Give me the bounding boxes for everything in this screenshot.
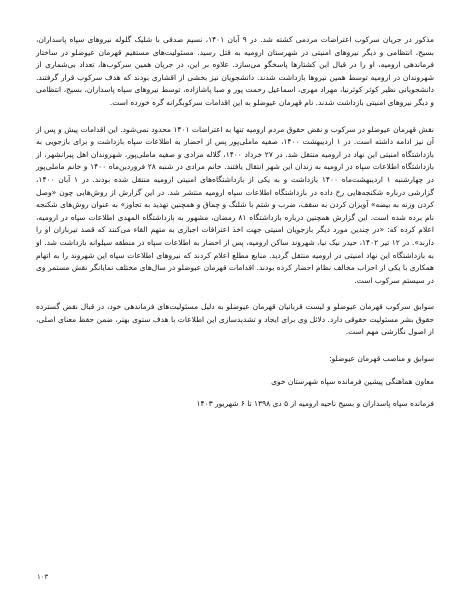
paragraph-1: مذکور در جریان سرکوب اعتراضات مردمی کشته شد. در ۹ آبان ۱۴۰۱، نسیم صدقی با شلیک گلوله نیروهای سپاه پاسداران، بسیج، انتظامی و دیگر نیروهای امنیتی در شهرستان ارومیه به قتل رسید. مسئولیت‌های مستقیم قهرمان عیوضلو در ساختار فرماندهی ارومیه، او را در قبال این کشتارها پاسخگو می‌سازد. علاوه بر این، در جریان همین سرکوب‌ها، تعداد بی‌شماری از شهروندان در ارومیه توسط همین نیروها بازداشت شدند. دانشجویان نیز بخشی از اقشاری بودند که هدف سرکوب قرار گرفتند. دانشجویانی نظیر کوثر کوثرنیا، مهراد مهری، اسماعیل رحمت پور و صبا پاشازاده، توسط نیروهای سپاه پاسداران، بسیج، انتظامی و دیگر نیروهای امنیتی بازداشت شدند. نام قهرمان عیوضلو به این اقدامات سرکوبگرانه گره خورده است. — [36, 35, 435, 107]
list-item: معاون هماهنگی پیشین فرمانده سپاه شهرستان خوی — [271, 376, 434, 386]
paragraph-spacer — [36, 366, 434, 376]
paragraph-spacer — [36, 287, 434, 301]
section-heading: سوابق و مناصب قهرمان عیوضلو: — [329, 354, 434, 364]
page-number: ۱۰۳ — [37, 573, 49, 581]
paragraph-spacer — [36, 339, 434, 353]
paragraph-spacer — [36, 388, 434, 398]
list-item: فرمانده سپاه پاسداران و بسیج ناحیه ارومیه از ۵ دی ۱۳۹۸ تا ۶ شهریور ۱۴۰۳ — [196, 399, 434, 409]
paragraph-3: سوابق سرکوب قهرمان عیوضلو و لیست قربانیان قهرمان عیوضلو به دلیل مسئولیت‌های فرماندهی خود، در قبال نقض گسترده حقوق بشر مسئولیت حقوقی دارد. دلائل وی برای ایجاد و تشدیدسازی این اطلاعات با هدف ستوی بهتر، ضمن حفظ معنای اصلی، از اصول نگارشی مهم است. — [36, 302, 434, 337]
paragraph-2: نقش قهرمان عیوضلو در سرکوب و نقض حقوق مردم ارومیه تنها به اعتراضات ۱۴۰۱ محدود نمی‌شود. این اقدامات پیش و پس از آن نیز ادامه داشته است. در ۱ اردیبهشت ۱۴۰۰، صفیه ماملی‌پور پس از احضار به اطلاعات سپاه بازداشت و برای بازجویی به بازداشتگاه امنیتی این نهاد در ارومیه منتقل شد. در ۲۷ خرداد ۱۴۰۰، گلاله مرادی و صفیه ماملی‌پور، شهروندان اهل پیرانشهر، از بازداشتگاه اطلاعات سپاه در ارومیه به زندان این شهر انتقال یافتند. خانم مرادی در شنبه ۲۸ فروردین‌ماه ۱۴۰۰ و خانم ماملی‌پور در چهارشنبه ۱ اردیبهشت‌ماه ۱۴۰۰ بازداشت و به یکی از بازداشتگاه‌های امنیتی ارومیه منتقل شده بودند. در ۱ آبان ۱۴۰۰، گزارشی درباره شکنجه‌هایی رخ داده در بازداشتگاه اطلاعات سپاه ارومیه منتشر شد. در این گزارش از روش‌هایی چون «وصل کردن وزنه به بیضه» آویزان کردن به سقف، ضرب و شتم با شلنگ و چماق و همچنین تهدید به تجاوز» به عنوان روش‌های شکنجه نام برده شده است. این گزارش همچنین درباره بازداشتگاه ۸۱ رمضان، مشهور به بازداشتگاه المهدی اطلاعات سپاه در ارومیه، اعلام کرده که: «در چندین مورد دیگر بازجویان امنیتی جهت اخذ اعترافات اجباری به متهم القاء می‌کنند که قصد تیرباران او را دارند». در ۱۲ تیر ۱۴۰۲، حیدر نیک نیا، شهروند ساکن ارومیه، پس از احضار به اطلاعات سپاه در منطقه سیلوانه بازداشت شد. او به بازداشتگاه این نهاد امنیتی در ارومیه منتقل گردید. منابع مطلع اعلام کردند که نیروهای اطلاعات سپاه این شهروند را به اتهام همکاری با یکی از احزاب مخالف نظام احضار کرده بودند. اقدامات قهرمان عیوضلو در سال‌های مختلف نمایانگر نقش مستمر وی در سیستم سرکوب است. — [36, 124, 435, 285]
document-body — [36, 34, 434, 411]
paragraph-spacer — [36, 110, 434, 124]
